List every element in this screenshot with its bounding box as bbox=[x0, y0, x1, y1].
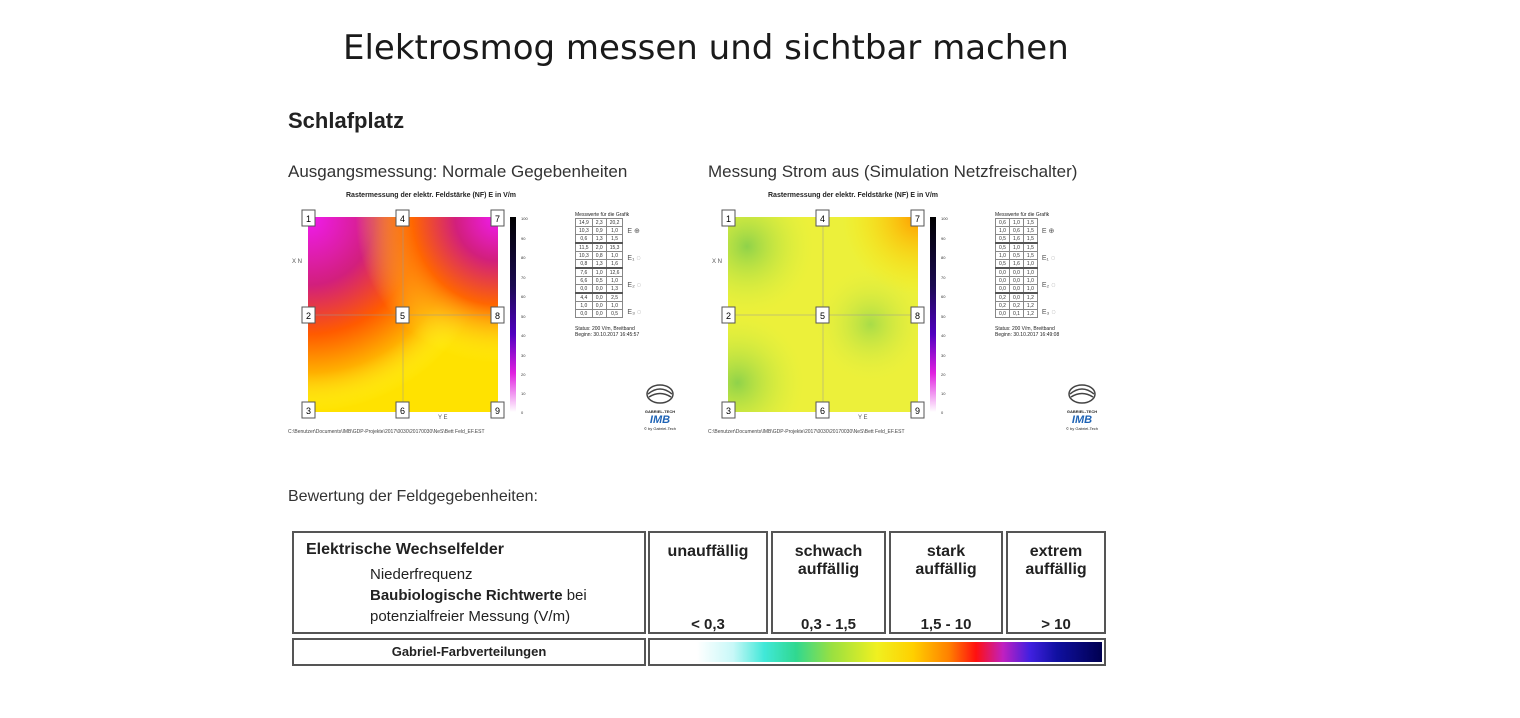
left-file-path: C:\Benutzer\Documents\IMB\GDP-Projekte\2017\0030\20170030\NeS\Bett Feld_EF.EST bbox=[288, 429, 485, 435]
table-cell: 1,0 bbox=[1023, 285, 1037, 294]
grid-label: 7 bbox=[494, 214, 501, 224]
meta-begin: Beginn: 30.10.2017 16:49:08 bbox=[995, 332, 1060, 338]
scale-tick: 20 bbox=[941, 372, 946, 377]
col-label-2: auffällig bbox=[915, 561, 977, 578]
table-cell: 6,6 bbox=[576, 277, 593, 285]
group-e1-icon: E₁ ◌ bbox=[627, 255, 641, 262]
table-cell: 0,6 bbox=[576, 235, 593, 244]
table-row bbox=[576, 252, 623, 260]
table-row bbox=[576, 302, 623, 310]
table-cell: 12,6 bbox=[606, 268, 623, 277]
table-cell: 0,0 bbox=[576, 310, 593, 318]
table-row bbox=[996, 252, 1038, 260]
rating-col-extrem bbox=[1006, 531, 1106, 634]
table-cell: 0,6 bbox=[996, 219, 1010, 227]
table-row bbox=[576, 219, 623, 227]
table-row bbox=[576, 260, 623, 269]
table-cell: 10,3 bbox=[576, 227, 593, 235]
table-cell: 0,2 bbox=[1009, 302, 1023, 310]
table-cell: 0,0 bbox=[592, 302, 606, 310]
section-title: Schlafplatz bbox=[288, 108, 405, 133]
values-table bbox=[995, 218, 1038, 318]
table-cell: 1,2 bbox=[1023, 310, 1037, 318]
group-e-icon: E ⊕ bbox=[627, 228, 640, 235]
scale-tick: 80 bbox=[521, 255, 526, 260]
left-subheading: Ausgangsmessung: Normale Gegebenheiten bbox=[288, 162, 628, 181]
table-cell: 11,5 bbox=[576, 243, 593, 252]
table-cell: 0,0 bbox=[996, 310, 1010, 318]
right-heatmap bbox=[708, 205, 1008, 440]
table-cell: 0,0 bbox=[1009, 277, 1023, 285]
grid-label: 9 bbox=[494, 406, 501, 416]
table-cell: 1,0 bbox=[1009, 219, 1023, 227]
table-cell: 0,0 bbox=[592, 293, 606, 302]
table-cell: 1,5 bbox=[1023, 243, 1037, 252]
table-cell: 0,8 bbox=[592, 252, 606, 260]
grid-label: 6 bbox=[399, 406, 406, 416]
table-row bbox=[996, 227, 1038, 235]
table-cell: 1,6 bbox=[606, 260, 623, 269]
table-cell: 0,0 bbox=[1009, 285, 1023, 294]
rating-col-unauffaellig bbox=[648, 531, 768, 634]
table-cell: 1,5 bbox=[1023, 252, 1037, 260]
group-e2-icon: E₂ ◌ bbox=[1041, 282, 1056, 289]
grid-label: 5 bbox=[399, 311, 406, 321]
table-cell: 0,0 bbox=[996, 277, 1010, 285]
table-row bbox=[996, 219, 1038, 227]
scale-tick: 50 bbox=[941, 314, 946, 319]
col-label-1: unauffällig bbox=[667, 543, 749, 560]
table-cell: 0,6 bbox=[1009, 227, 1023, 235]
axis-x-label: Y E bbox=[858, 415, 868, 421]
scale-tick: 40 bbox=[521, 333, 526, 338]
gabriel-tech-logo-icon bbox=[645, 384, 675, 404]
grid-label: 2 bbox=[725, 311, 732, 321]
table-row bbox=[576, 285, 623, 294]
table-cell: 1,0 bbox=[606, 252, 623, 260]
grid-label: 4 bbox=[819, 214, 826, 224]
bewertung-label: Bewertung der Feldgegebenheiten: bbox=[288, 488, 538, 505]
table-cell: 0,0 bbox=[592, 310, 606, 318]
table-row bbox=[576, 227, 623, 235]
table-cell: 1,0 bbox=[996, 252, 1010, 260]
rating-title: Elektrische Wechselfelder bbox=[306, 541, 505, 558]
axis-y-label: X N bbox=[712, 259, 723, 265]
table-row bbox=[576, 277, 623, 285]
table-row bbox=[576, 235, 623, 244]
scale-tick: 60 bbox=[941, 294, 946, 299]
table-row bbox=[996, 302, 1038, 310]
grid-label: 8 bbox=[914, 311, 921, 321]
right-chart-title: Rastermessung der elektr. Feldstärke (NF) E in V/m bbox=[768, 192, 939, 199]
table-cell: 2,0 bbox=[592, 243, 606, 252]
scale-tick: 20 bbox=[521, 372, 526, 377]
table-cell: 2,3 bbox=[592, 219, 606, 227]
table-row bbox=[996, 285, 1038, 294]
grid-label: 8 bbox=[494, 311, 501, 321]
col-value: > 10 bbox=[1041, 616, 1071, 633]
table-cell: 0,0 bbox=[576, 285, 593, 294]
left-chart-title: Rastermessung der elektr. Feldstärke (NF) E in V/m bbox=[346, 192, 517, 199]
table-cell: 0,5 bbox=[996, 235, 1010, 244]
table-cell: 14,9 bbox=[576, 219, 593, 227]
grid-label: 7 bbox=[914, 214, 921, 224]
col-label-1: extrem bbox=[1029, 543, 1083, 560]
right-values-table bbox=[995, 212, 1059, 338]
table-row bbox=[996, 268, 1038, 277]
table-cell: 0,2 bbox=[996, 293, 1010, 302]
color-gradient bbox=[652, 642, 1102, 662]
gabriel-tech-logo-icon bbox=[1067, 384, 1097, 404]
table-cell: 1,5 bbox=[1023, 227, 1037, 235]
right-subheading: Messung Strom aus (Simulation Netzfreischalter) bbox=[708, 162, 1078, 181]
grid-label: 2 bbox=[305, 311, 312, 321]
table-row bbox=[996, 277, 1038, 285]
table-cell: 1,0 bbox=[1009, 243, 1023, 252]
table-row bbox=[996, 243, 1038, 252]
table-cell: 0,1 bbox=[1009, 310, 1023, 318]
group-e3-icon: E₃ ◌ bbox=[627, 309, 642, 316]
logo-copyright: © by Gabriel-Tech bbox=[1065, 426, 1099, 431]
grid-label: 3 bbox=[725, 406, 732, 416]
table-cell: 1,0 bbox=[1023, 260, 1037, 269]
richtwerte-rest: bei bbox=[562, 587, 587, 604]
table-row bbox=[576, 243, 623, 252]
table-row bbox=[996, 235, 1038, 244]
table-cell: 1,3 bbox=[592, 235, 606, 244]
color-distribution-bar bbox=[648, 638, 1106, 666]
table-row bbox=[996, 310, 1038, 318]
table-cell: 1,2 bbox=[1023, 293, 1037, 302]
logo-brand: GABRIEL-TECH bbox=[1066, 409, 1098, 414]
group-e3-icon: E₃ ◌ bbox=[1041, 309, 1056, 316]
table-cell: 1,0 bbox=[592, 268, 606, 277]
col-value: 0,3 - 1,5 bbox=[800, 616, 857, 633]
scale-tick: 100 bbox=[521, 216, 528, 221]
table-cell: 0,0 bbox=[1009, 293, 1023, 302]
right-file-path: C:\Benutzer\Documents\IMB\GDP-Projekte\2017\0030\20170030\NeS\Bett Feld_EF.EST bbox=[708, 429, 905, 435]
table-cell: 1,3 bbox=[606, 285, 623, 294]
group-e1-icon: E₁ ◌ bbox=[1041, 255, 1055, 262]
table-cell: 1,0 bbox=[606, 302, 623, 310]
table-cell: 1,0 bbox=[1023, 277, 1037, 285]
scale-tick: 30 bbox=[521, 353, 526, 358]
table-cell: 1,2 bbox=[1023, 302, 1037, 310]
table-cell: 0,8 bbox=[576, 260, 593, 269]
grid-label: 6 bbox=[819, 406, 826, 416]
table-cell: 1,0 bbox=[996, 227, 1010, 235]
color-distribution-label: Gabriel-Farbverteilungen bbox=[292, 638, 646, 666]
table-cell: 0,9 bbox=[592, 227, 606, 235]
rating-sub: Niederfrequenz bbox=[370, 566, 473, 583]
col-label-1: schwach bbox=[794, 543, 863, 560]
scale-tick: 70 bbox=[521, 275, 526, 280]
scale-tick: 80 bbox=[941, 255, 946, 260]
values-table bbox=[575, 218, 623, 318]
left-logo bbox=[636, 384, 684, 431]
scale-tick: 60 bbox=[521, 294, 526, 299]
table-cell: 0,5 bbox=[592, 277, 606, 285]
grid-label: 1 bbox=[725, 214, 732, 224]
axis-y-label: X N bbox=[292, 259, 303, 265]
meta-begin: Beginn: 30.10.2017 16:45:57 bbox=[575, 332, 640, 338]
table-cell: 1,0 bbox=[576, 302, 593, 310]
col-value: 1,5 - 10 bbox=[920, 616, 972, 633]
scale-tick: 70 bbox=[941, 275, 946, 280]
left-values-table bbox=[575, 212, 641, 338]
rating-col-stark bbox=[889, 531, 1003, 634]
grid-label: 3 bbox=[305, 406, 312, 416]
table-cell: 20,2 bbox=[606, 219, 623, 227]
grid-label: 4 bbox=[399, 214, 406, 224]
table-row bbox=[576, 310, 623, 318]
table-cell: 2,5 bbox=[606, 293, 623, 302]
right-heatmap-figure bbox=[708, 205, 1008, 440]
col-label-1: stark bbox=[926, 543, 966, 560]
table-cell: 7,6 bbox=[576, 268, 593, 277]
left-heatmap bbox=[288, 205, 588, 440]
table-cell: 0,5 bbox=[606, 310, 623, 318]
logo-copyright: © by Gabriel-Tech bbox=[643, 426, 677, 431]
table-cell: 1,6 bbox=[1009, 235, 1023, 244]
scale-tick: 10 bbox=[941, 391, 946, 396]
table-row bbox=[996, 260, 1038, 269]
right-logo bbox=[1058, 384, 1106, 431]
table-cell: 0,0 bbox=[996, 268, 1010, 277]
table-cell: 0,0 bbox=[1009, 268, 1023, 277]
left-heatmap-figure bbox=[288, 205, 588, 440]
meta-status: Status: 200 V/m, Breitband bbox=[995, 326, 1055, 332]
scale-tick: 100 bbox=[941, 216, 948, 221]
table-cell: 4,4 bbox=[576, 293, 593, 302]
col-label-2: auffällig bbox=[797, 561, 860, 578]
rating-description-cell bbox=[292, 531, 646, 634]
richtwerte-bold: Baubiologische Richtwerte bbox=[370, 587, 563, 604]
scale-tick: 90 bbox=[521, 236, 526, 241]
table-cell: 0,5 bbox=[1009, 252, 1023, 260]
group-e-icon: E ⊕ bbox=[1041, 228, 1055, 235]
table-cell: 1,0 bbox=[606, 277, 623, 285]
grid-label: 5 bbox=[819, 311, 826, 321]
meta-status: Status: 200 V/m, Breitband bbox=[575, 326, 635, 332]
logo-imb: IMB bbox=[1071, 414, 1093, 426]
table-cell: 1,0 bbox=[1023, 268, 1037, 277]
table-row bbox=[576, 293, 623, 302]
scale-tick: 0 bbox=[941, 410, 944, 415]
scale-tick: 40 bbox=[941, 333, 946, 338]
logo-imb: IMB bbox=[649, 414, 671, 426]
table-row bbox=[576, 268, 623, 277]
table-row bbox=[996, 293, 1038, 302]
table-cell: 1,0 bbox=[606, 227, 623, 235]
logo-brand: GABRIEL-TECH bbox=[644, 409, 676, 414]
scale-tick: 10 bbox=[521, 391, 526, 396]
table-cell: 15,3 bbox=[606, 243, 623, 252]
table-cell: 0,5 bbox=[996, 260, 1010, 269]
table-cell: 0,5 bbox=[996, 243, 1010, 252]
grid-label: 9 bbox=[914, 406, 921, 416]
table-cell: 0,0 bbox=[996, 285, 1010, 294]
table-cell: 0,0 bbox=[592, 285, 606, 294]
table-cell: 1,5 bbox=[1023, 219, 1037, 227]
table-cell: 1,3 bbox=[592, 260, 606, 269]
table-cell: 1,5 bbox=[1023, 235, 1037, 244]
scale-tick: 30 bbox=[941, 353, 946, 358]
col-value: < 0,3 bbox=[691, 616, 725, 633]
table-header: Messwerte für die Grafik bbox=[995, 212, 1050, 218]
richtwerte-line1 bbox=[370, 587, 632, 604]
group-e2-icon: E₂ ◌ bbox=[627, 282, 641, 289]
scale-tick: 90 bbox=[941, 236, 946, 241]
richtwerte-line2: potenzialfreier Messung (V/m) bbox=[370, 608, 571, 625]
rating-col-schwach bbox=[771, 531, 886, 634]
table-cell: 1,5 bbox=[606, 235, 623, 244]
page-title: Elektrosmog messen und sichtbar machen bbox=[343, 28, 1069, 68]
grid-label: 1 bbox=[305, 214, 312, 224]
col-label-2: auffällig bbox=[1025, 561, 1087, 578]
table-cell: 0,2 bbox=[996, 302, 1010, 310]
table-header: Messwerte für die Grafik bbox=[575, 212, 630, 218]
axis-x-label: Y E bbox=[438, 415, 448, 421]
scale-tick: 50 bbox=[521, 314, 526, 319]
scale-tick: 0 bbox=[521, 410, 524, 415]
table-cell: 10,3 bbox=[576, 252, 593, 260]
table-cell: 1,6 bbox=[1009, 260, 1023, 269]
